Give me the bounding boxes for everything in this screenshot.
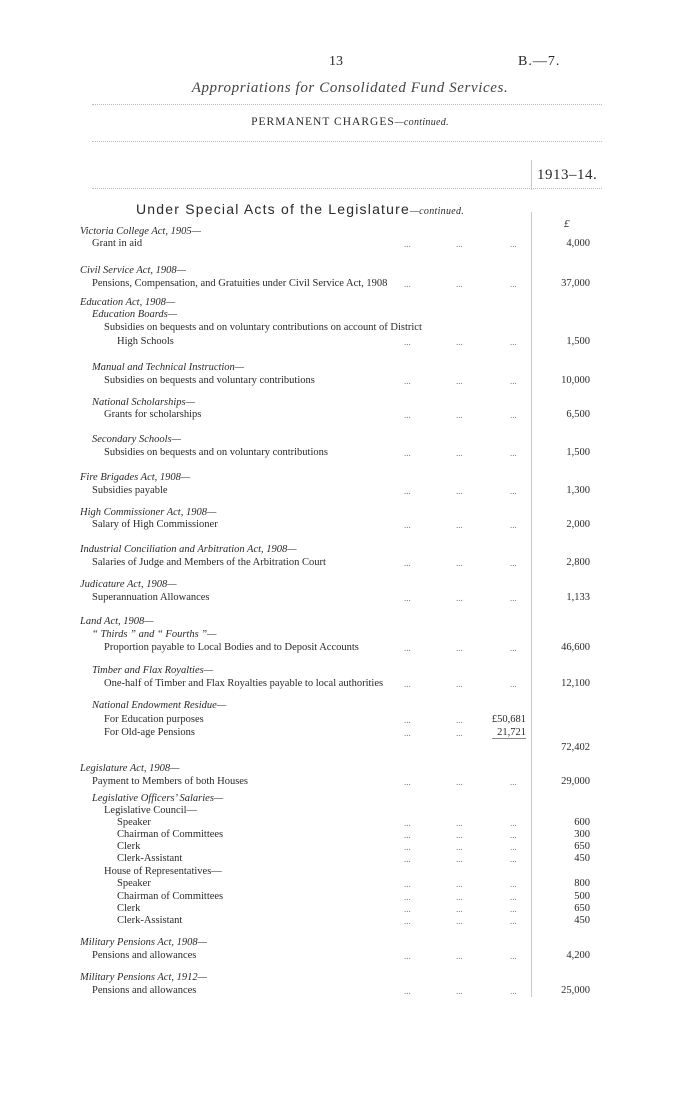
row-label: Chairman of Committees: [117, 891, 224, 902]
dot-leader: ...: [404, 986, 411, 996]
row-label: Speaker: [117, 878, 151, 889]
row-label: Superannuation Allowances: [92, 592, 210, 603]
amount-value: 450: [574, 915, 590, 926]
amount-value: 500: [574, 891, 590, 902]
year-rule: [92, 188, 602, 189]
amount-value: 72,402: [561, 742, 590, 753]
amount-value: 12,100: [561, 678, 590, 689]
row-label: Chairman of Committees: [117, 829, 224, 840]
dot-leader: ...: [510, 986, 517, 996]
dot-leader: ...: [510, 951, 517, 961]
dot-leader: ...: [510, 520, 517, 530]
page-title: Appropriations for Consolidated Fund Services.: [191, 80, 509, 96]
dot-leader: ...: [404, 376, 411, 386]
act-heading: Timber and Flax Royalties—: [92, 665, 214, 676]
act-heading: “ Thirds ” and “ Fourths ”—: [92, 629, 217, 640]
subtotal-value: 21,721: [497, 727, 526, 738]
dot-leader: ...: [404, 830, 411, 840]
act-heading: Legislative Officers’ Salaries—: [92, 793, 224, 804]
currency-symbol: £: [564, 218, 570, 230]
dot-leader: ...: [456, 830, 463, 840]
subtitle-rule: [92, 141, 602, 142]
act-heading: Land Act, 1908—: [80, 616, 154, 627]
dot-leader: ...: [456, 679, 463, 689]
dot-leader: ...: [510, 337, 517, 347]
row-label: Clerk: [117, 841, 141, 852]
dot-leader: ...: [510, 558, 517, 568]
row-label: Pensions and allowances: [92, 950, 197, 961]
row-label: Legislative Council—: [104, 805, 198, 816]
dot-leader: ...: [404, 892, 411, 902]
dot-leader: ...: [404, 818, 411, 828]
dot-leader: ...: [510, 643, 517, 653]
amount-value: 650: [574, 841, 590, 852]
dot-leader: ...: [510, 679, 517, 689]
dot-leader: ...: [510, 854, 517, 864]
row-label: Clerk-Assistant: [117, 915, 183, 926]
act-heading: Fire Brigades Act, 1908—: [80, 472, 191, 483]
row-label: Subsidies on bequests and on voluntary contributions: [104, 447, 328, 458]
dot-leader: ...: [510, 904, 517, 914]
section-heading: [136, 201, 464, 217]
dot-leader: ...: [404, 777, 411, 787]
dot-leader: ...: [510, 818, 517, 828]
dot-leader: ...: [510, 593, 517, 603]
dot-leader: ...: [510, 830, 517, 840]
dot-leader: ...: [510, 410, 517, 420]
act-heading: Victoria College Act, 1905—: [80, 226, 201, 237]
dot-leader: ...: [510, 448, 517, 458]
act-heading: Education Act, 1908—: [80, 297, 176, 308]
dot-leader: ...: [404, 486, 411, 496]
amount-value: 300: [574, 829, 590, 840]
act-heading: High Commissioner Act, 1908—: [80, 507, 217, 518]
act-heading: Military Pensions Act, 1912—: [80, 972, 207, 983]
amount-value: 800: [574, 878, 590, 889]
amount-column-line: [531, 212, 532, 997]
amount-value: 600: [574, 817, 590, 828]
dot-leader: ...: [404, 279, 411, 289]
section-main: Under Special Acts of the Legislature: [136, 201, 410, 217]
row-label: Salaries of Judge and Members of the Arbitration Court: [92, 557, 326, 568]
dot-leader: ...: [510, 842, 517, 852]
act-heading: Civil Service Act, 1908—: [80, 265, 186, 276]
dot-leader: ...: [404, 951, 411, 961]
act-heading: National Scholarships—: [92, 397, 195, 408]
act-heading: Judicature Act, 1908—: [80, 579, 177, 590]
dot-leader: ...: [456, 842, 463, 852]
amount-value: 4,200: [566, 950, 590, 961]
row-label: For Old-age Pensions: [104, 727, 195, 738]
act-heading: Secondary Schools—: [92, 434, 181, 445]
row-label: Subsidies on bequests and voluntary contributions: [104, 375, 315, 386]
dot-leader: ...: [456, 879, 463, 889]
dot-leader: ...: [404, 854, 411, 864]
dot-leader: ...: [404, 904, 411, 914]
row-label: Salary of High Commissioner: [92, 519, 218, 530]
dot-leader: ...: [404, 879, 411, 889]
act-heading: Legislature Act, 1908—: [80, 763, 180, 774]
amount-value: 29,000: [561, 776, 590, 787]
dot-leader: ...: [456, 279, 463, 289]
dot-leader: ...: [404, 679, 411, 689]
dot-leader: ...: [404, 448, 411, 458]
amount-value: 1,300: [566, 485, 590, 496]
subtotal-rule: [492, 738, 526, 739]
dot-leader: ...: [510, 239, 517, 249]
row-label: Clerk-Assistant: [117, 853, 183, 864]
dot-leader: ...: [510, 279, 517, 289]
dot-leader: ...: [404, 842, 411, 852]
dot-leader: ...: [456, 593, 463, 603]
amount-value: 10,000: [561, 375, 590, 386]
row-label: Grant in aid: [92, 238, 143, 249]
row-label: For Education purposes: [104, 714, 204, 725]
dot-leader: ...: [456, 337, 463, 347]
amount-value: 46,600: [561, 642, 590, 653]
dot-leader: ...: [404, 916, 411, 926]
row-label: High Schools: [117, 336, 174, 347]
row-label: Subsidies payable: [92, 485, 168, 496]
row-label: Clerk: [117, 903, 141, 914]
amount-value: 25,000: [561, 985, 590, 996]
dot-leader: ...: [404, 728, 411, 738]
dot-leader: ...: [456, 410, 463, 420]
amount-value: 650: [574, 903, 590, 914]
row-label: Grants for scholarships: [104, 409, 202, 420]
dot-leader: ...: [510, 376, 517, 386]
section-suffix: —continued.: [409, 206, 465, 217]
row-label: Proportion payable to Local Bodies and to Deposit Accounts: [104, 642, 359, 653]
dot-leader: ...: [456, 520, 463, 530]
act-heading: National Endowment Residue—: [92, 700, 227, 711]
dot-leader: ...: [456, 448, 463, 458]
dot-leader: ...: [456, 728, 463, 738]
dot-leader: ...: [404, 520, 411, 530]
dot-leader: ...: [456, 892, 463, 902]
amount-value: 6,500: [566, 409, 590, 420]
dot-leader: ...: [456, 854, 463, 864]
row-label: Payment to Members of both Houses: [92, 776, 249, 787]
dot-leader: ...: [404, 643, 411, 653]
dot-leader: ...: [456, 986, 463, 996]
dot-leader: ...: [456, 818, 463, 828]
amount-value: 2,800: [566, 557, 590, 568]
amount-value: 37,000: [561, 278, 590, 289]
amount-value: 1,500: [566, 447, 590, 458]
dot-leader: ...: [404, 558, 411, 568]
subtotal-value: £50,681: [491, 714, 526, 725]
dot-leader: ...: [510, 777, 517, 787]
dot-leader: ...: [404, 410, 411, 420]
act-heading: Education Boards—: [92, 309, 178, 320]
row-label: Pensions and allowances: [92, 985, 197, 996]
dot-leader: ...: [456, 904, 463, 914]
amount-value: 2,000: [566, 519, 590, 530]
dot-leader: ...: [456, 951, 463, 961]
row-label: Pensions, Compensation, and Gratuities under Civil Service Act, 1908: [92, 278, 388, 289]
dot-leader: ...: [456, 715, 463, 725]
dot-leader: ...: [404, 337, 411, 347]
dot-leader: ...: [510, 879, 517, 889]
row-label: Subsidies on bequests and on voluntary contributions on account of District: [104, 322, 422, 333]
row-label: House of Representatives—: [104, 866, 222, 877]
amount-value: 1,500: [566, 336, 590, 347]
dot-leader: ...: [456, 916, 463, 926]
year-column-line: [531, 160, 532, 190]
row-label: Speaker: [117, 817, 151, 828]
dot-leader: ...: [510, 892, 517, 902]
dot-leader: ...: [510, 486, 517, 496]
act-heading: Manual and Technical Instruction—: [92, 362, 245, 373]
dot-leader: ...: [456, 239, 463, 249]
row-label: One-half of Timber and Flax Royalties payable to local authorities: [104, 678, 384, 689]
title-rule: [92, 104, 602, 105]
dot-leader: ...: [404, 239, 411, 249]
page-subtitle: [0, 116, 700, 128]
document-reference: B.—7.: [518, 54, 561, 69]
dot-leader: ...: [404, 715, 411, 725]
dot-leader: ...: [456, 643, 463, 653]
page-number: 13: [329, 54, 343, 69]
amount-value: 4,000: [566, 238, 590, 249]
amount-value: 450: [574, 853, 590, 864]
dot-leader: ...: [456, 376, 463, 386]
dot-leader: ...: [456, 486, 463, 496]
dot-leader: ...: [456, 777, 463, 787]
dot-leader: ...: [404, 593, 411, 603]
dot-leader: ...: [456, 558, 463, 568]
act-heading: Military Pensions Act, 1908—: [80, 937, 207, 948]
subtitle-suffix: —continued.: [394, 117, 449, 128]
amount-value: 1,133: [566, 592, 590, 603]
subtitle-main: PERMANENT CHARGES: [251, 116, 395, 128]
dot-leader: ...: [510, 916, 517, 926]
year-heading: 1913–14.: [537, 167, 598, 183]
act-heading: Industrial Conciliation and Arbitration Act, 1908—: [80, 544, 297, 555]
